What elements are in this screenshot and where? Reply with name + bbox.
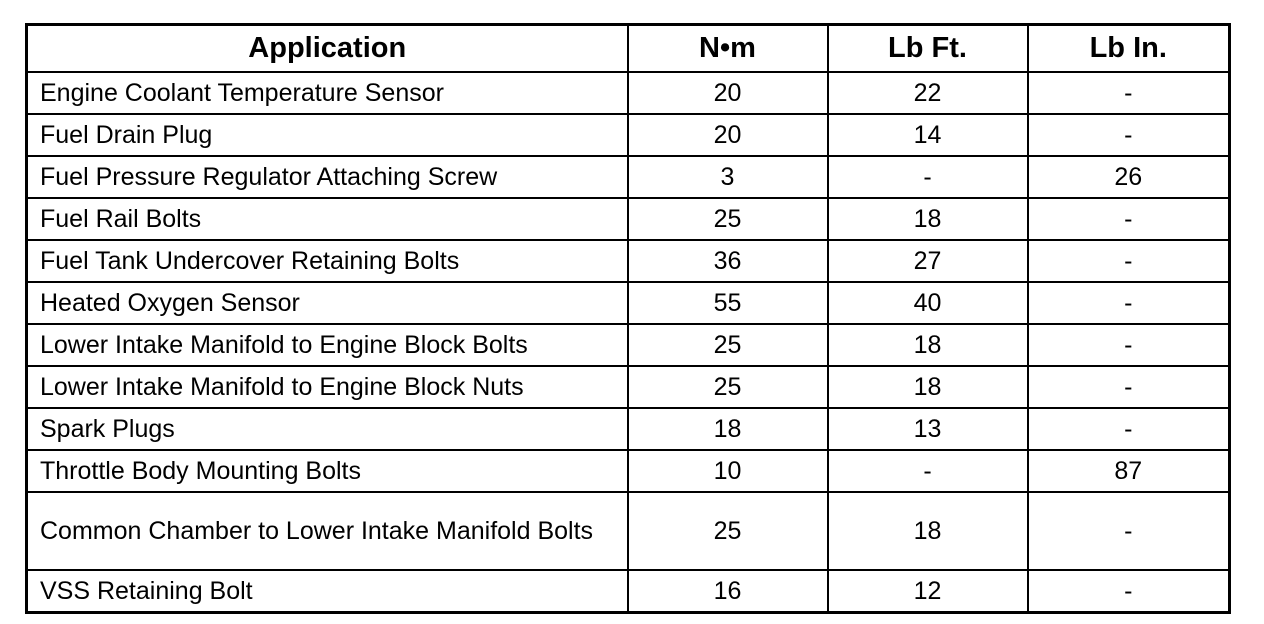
cell-application: Fuel Rail Bolts — [27, 198, 628, 240]
table-row — [27, 114, 1230, 156]
cell-lb-in: - — [1028, 492, 1230, 570]
cell-application: Lower Intake Manifold to Engine Block Bolts — [27, 324, 628, 366]
cell-lb-ft: 12 — [828, 570, 1028, 613]
cell-lb-ft: - — [828, 450, 1028, 492]
cell-application: Lower Intake Manifold to Engine Block Nuts — [27, 366, 628, 408]
cell-application: Fuel Drain Plug — [27, 114, 628, 156]
cell-lb-in: 87 — [1028, 450, 1230, 492]
cell-lb-ft: 14 — [828, 114, 1028, 156]
cell-lb-in: - — [1028, 72, 1230, 114]
cell-nm: 3 — [628, 156, 828, 198]
table-row — [27, 282, 1230, 324]
cell-application: Throttle Body Mounting Bolts — [27, 450, 628, 492]
cell-nm: 10 — [628, 450, 828, 492]
cell-lb-ft: 13 — [828, 408, 1028, 450]
table-row — [27, 570, 1230, 613]
cell-application: Heated Oxygen Sensor — [27, 282, 628, 324]
cell-lb-in: 26 — [1028, 156, 1230, 198]
cell-application: Engine Coolant Temperature Sensor — [27, 72, 628, 114]
cell-lb-in: - — [1028, 570, 1230, 613]
cell-application: Fuel Pressure Regulator Attaching Screw — [27, 156, 628, 198]
cell-lb-in: - — [1028, 324, 1230, 366]
cell-nm: 18 — [628, 408, 828, 450]
table-row — [27, 240, 1230, 282]
cell-nm: 25 — [628, 366, 828, 408]
cell-lb-ft: - — [828, 156, 1028, 198]
table-row — [27, 492, 1230, 570]
header-application: Application — [27, 25, 628, 73]
table-row — [27, 408, 1230, 450]
table-row — [27, 156, 1230, 198]
cell-nm: 20 — [628, 114, 828, 156]
cell-nm: 25 — [628, 492, 828, 570]
table-row — [27, 366, 1230, 408]
cell-lb-ft: 18 — [828, 492, 1028, 570]
cell-application: Common Chamber to Lower Intake Manifold Bolts — [27, 492, 628, 570]
cell-lb-ft: 22 — [828, 72, 1028, 114]
cell-lb-ft: 18 — [828, 198, 1028, 240]
header-nm: N•m — [628, 25, 828, 73]
cell-lb-in: - — [1028, 198, 1230, 240]
cell-nm: 25 — [628, 324, 828, 366]
cell-nm: 20 — [628, 72, 828, 114]
cell-application: VSS Retaining Bolt — [27, 570, 628, 613]
torque-spec-table — [25, 23, 1231, 614]
cell-lb-ft: 40 — [828, 282, 1028, 324]
table-row — [27, 450, 1230, 492]
cell-lb-in: - — [1028, 366, 1230, 408]
header-row — [27, 25, 1230, 73]
cell-nm: 25 — [628, 198, 828, 240]
cell-nm: 36 — [628, 240, 828, 282]
cell-lb-ft: 18 — [828, 366, 1028, 408]
table-row — [27, 324, 1230, 366]
cell-lb-in: - — [1028, 282, 1230, 324]
header-lb-in: Lb In. — [1028, 25, 1230, 73]
cell-lb-in: - — [1028, 114, 1230, 156]
cell-lb-ft: 18 — [828, 324, 1028, 366]
cell-lb-ft: 27 — [828, 240, 1028, 282]
cell-nm: 16 — [628, 570, 828, 613]
cell-lb-in: - — [1028, 240, 1230, 282]
cell-nm: 55 — [628, 282, 828, 324]
header-lb-ft: Lb Ft. — [828, 25, 1028, 73]
cell-application: Fuel Tank Undercover Retaining Bolts — [27, 240, 628, 282]
cell-lb-in: - — [1028, 408, 1230, 450]
cell-application: Spark Plugs — [27, 408, 628, 450]
table-row — [27, 72, 1230, 114]
table-row — [27, 198, 1230, 240]
